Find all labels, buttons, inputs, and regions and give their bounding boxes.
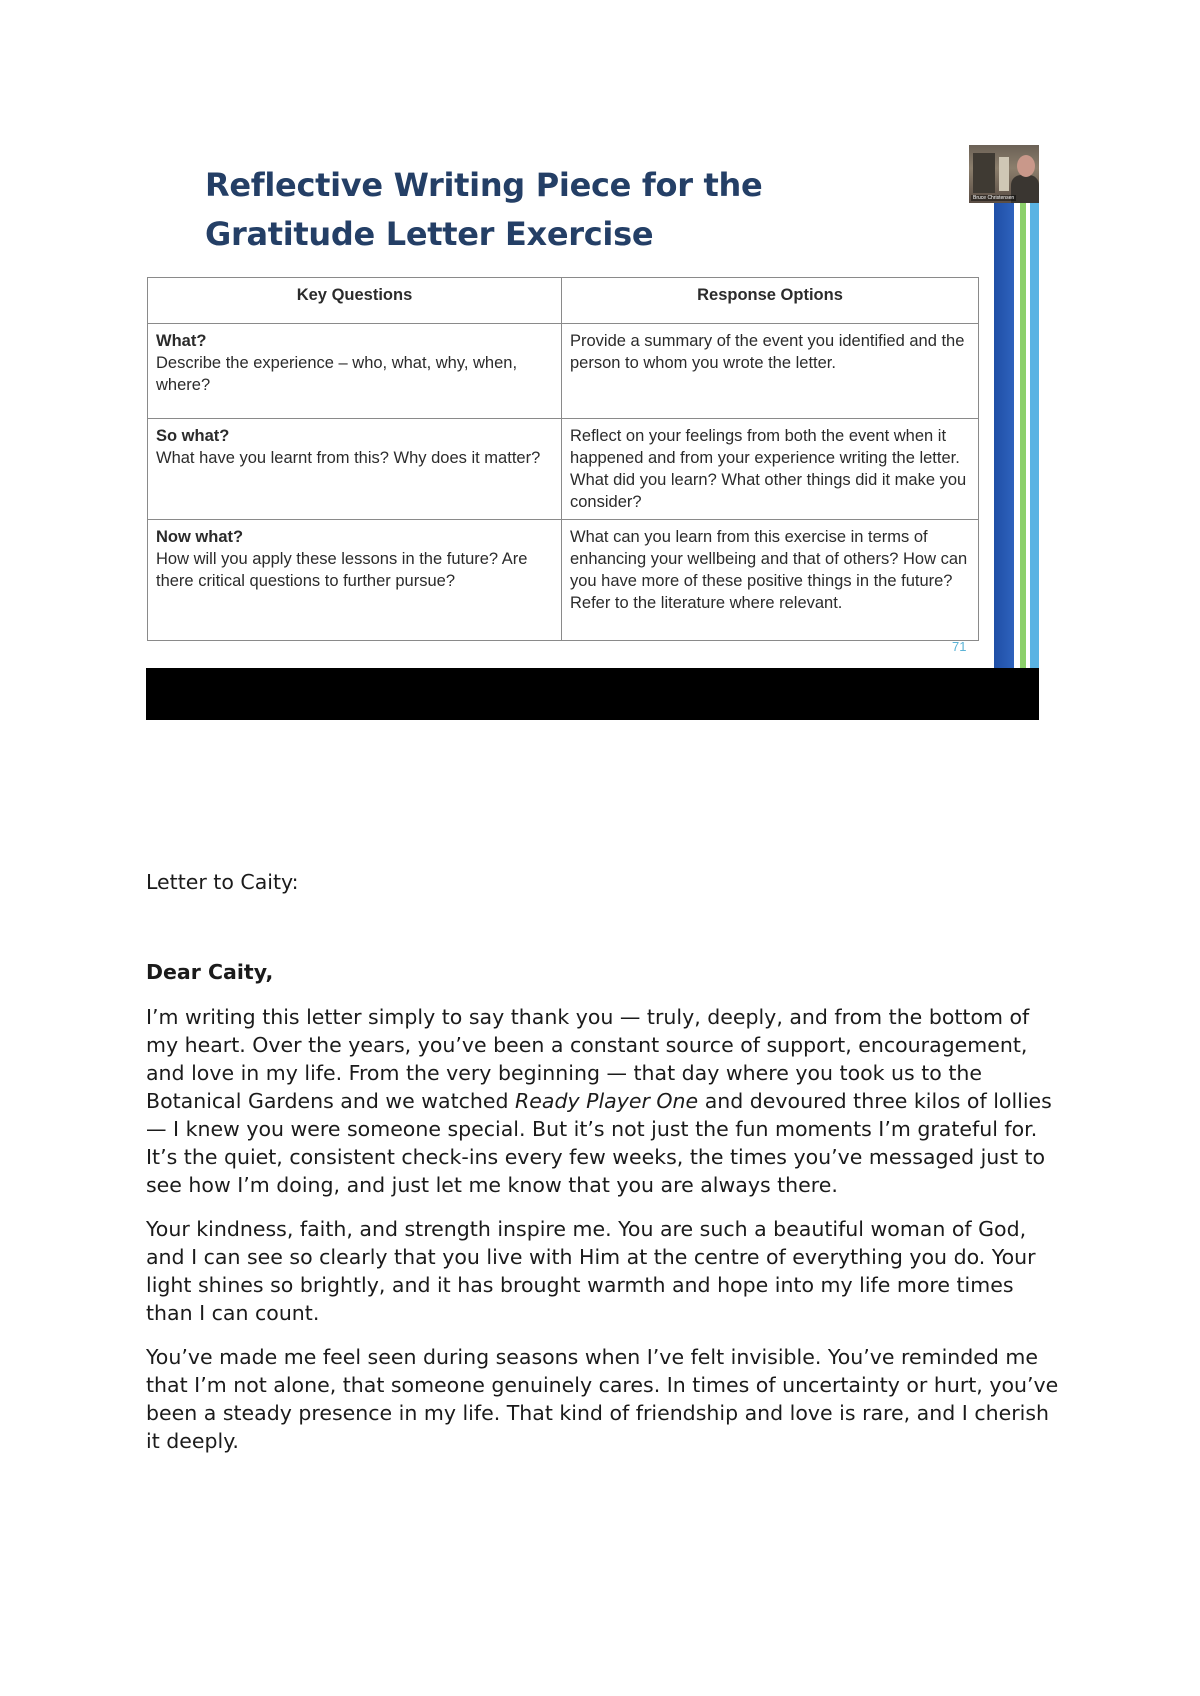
- table-row: [148, 419, 979, 520]
- slide-number: 71: [952, 639, 967, 654]
- letter-heading: Letter to Caity:: [146, 870, 299, 894]
- letter-paragraph-2: Your kindness, faith, and strength inspire me. You are such a beautiful woman of God, and I can see so clearly that you live with Him at the centre of everything you do. Your light shines so brightly, and it has brought warmth and hope into my life more times than I can count.: [146, 1217, 1036, 1325]
- response-cell: Reflect on your feelings from both the event when it happened and from your experience writing the letter. What did you learn? What other things did it make you consider?: [562, 419, 979, 520]
- slide-screenshot: [146, 145, 1039, 720]
- question-cell: [148, 419, 562, 520]
- header-response-options: Response Options: [562, 278, 979, 324]
- header-key-questions: Key Questions: [148, 278, 562, 324]
- question-text: Describe the experience – who, what, why, when, where?: [156, 354, 518, 394]
- table-row: [148, 324, 979, 419]
- question-title: What?: [156, 332, 207, 350]
- presenter-name: Bruce Christensen: [973, 195, 1015, 201]
- question-cell: [148, 324, 562, 419]
- question-text: How will you apply these lessons in the future? Are there critical questions to further pursue?: [156, 550, 528, 590]
- key-questions-table: [147, 277, 979, 641]
- letter-paragraph-1: [146, 1003, 1066, 1199]
- letter-body: [146, 1003, 1066, 1471]
- paragraph-1-end: and devoured three kilos of lollies — I knew you were someone special. But it’s not just the fun moments I’m grateful for. It’s the quiet, consistent check-ins every few weeks, the times you’ve messaged just to see how I’m doing, and just let me know that you are always there.: [146, 1089, 1052, 1197]
- response-cell: Provide a summary of the event you identified and the person to whom you wrote the letter.: [562, 324, 979, 419]
- letter-greeting: Dear Caity,: [146, 960, 274, 984]
- decorative-stripes: [986, 201, 1039, 668]
- table-row: [148, 520, 979, 641]
- movie-title: Ready Player One: [515, 1089, 699, 1113]
- letter-paragraph-3: You’ve made me feel seen during seasons when I’ve felt invisible. You’ve reminded me that I’m not alone, that someone genuinely cares. In times of uncertainty or hurt, you’ve been a steady presence in my life. That kind of friendship and love is rare, and I cherish it deeply.: [146, 1345, 1059, 1453]
- table-header-row: [148, 278, 979, 324]
- question-text: What have you learnt from this? Why does it matter?: [156, 449, 541, 467]
- question-cell: [148, 520, 562, 641]
- video-black-bar: [146, 668, 1039, 720]
- paragraph-1-start: I’m writing this letter simply to say thank you — truly, deeply, and from the bottom of my heart. Over the years, you’ve been a constant source of support, encouragement, and love in my life. From the very beginning — that day where you took us to the Botanical Gardens and we watched: [146, 1005, 1030, 1113]
- presenter-video-thumbnail: [969, 145, 1039, 203]
- response-cell: What can you learn from this exercise in terms of enhancing your wellbeing and that of others? How can you have more of these positive things in the future? Refer to the literature where relevant.: [562, 520, 979, 641]
- question-title: Now what?: [156, 528, 244, 546]
- slide-title-line-2: Gratitude Letter Exercise: [205, 215, 654, 253]
- slide-title: [205, 161, 762, 259]
- slide-title-line-1: Reflective Writing Piece for the: [205, 166, 763, 204]
- question-title: So what?: [156, 427, 230, 445]
